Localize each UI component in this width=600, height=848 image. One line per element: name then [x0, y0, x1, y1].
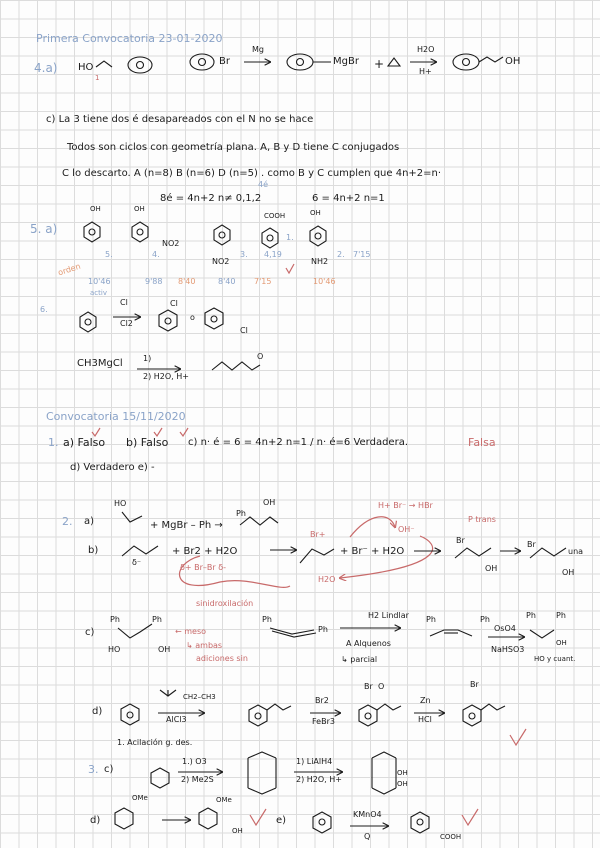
- q2b-dihidrox: sinidroxilación: [196, 599, 254, 608]
- q2b-h2o: H2O: [318, 575, 336, 584]
- q2c-ho: HO: [108, 645, 121, 654]
- q5-oh2: OH: [134, 205, 145, 213]
- q2c-ph4: Ph: [318, 625, 328, 634]
- q3c-oh2: OH: [397, 780, 408, 788]
- q2-label: 2.: [62, 515, 73, 528]
- q2b-br: Br: [456, 536, 465, 545]
- q3c-step4: 2) H2O, H+: [296, 775, 342, 784]
- q2d-reag: CH2–CH3: [183, 693, 216, 701]
- section2-header: Convocatoria 15/11/2020: [46, 410, 186, 423]
- q4a-plus: +: [374, 57, 385, 71]
- q5-label: 5. a): [30, 222, 58, 236]
- q2a-plus: + MgBr – Ph →: [150, 520, 223, 531]
- q5-rank-1: 5.: [105, 250, 113, 259]
- q4a-mgbr: MgBr: [333, 56, 359, 67]
- q3d-ome1: OMe: [132, 794, 148, 802]
- q2c-ph3: Ph: [262, 615, 272, 624]
- q5-rank-3: 3.: [240, 250, 248, 259]
- q2b-label: b): [88, 545, 99, 556]
- q2b-oh-minus: OH⁻: [398, 525, 415, 534]
- q1-b: b) Falso: [126, 436, 169, 449]
- q3-label: 3.: [88, 763, 99, 776]
- q4a-br: Br: [219, 56, 230, 67]
- q5-pka-5: 7'15: [254, 277, 272, 286]
- q6-o: o: [190, 313, 195, 322]
- q2c-ph5: Ph: [426, 615, 436, 624]
- q4a-h: H+: [419, 67, 432, 76]
- q2c-nahso3: NaHSO3: [491, 645, 525, 654]
- q5-no2b: NO2: [212, 257, 230, 266]
- q2c-alquenos: A Alquenos: [346, 639, 391, 648]
- q5-pka-2: 9'88: [145, 277, 163, 286]
- q1-c: c) n· é = 6 = 4n+2 n=1 / n· é=6 Verdadera.: [188, 437, 408, 448]
- q2c-ph7: Ph: [526, 611, 536, 620]
- q2b-ptrans: P trans: [468, 515, 496, 524]
- q2b-delta: δ⁻: [132, 558, 142, 567]
- q6-o-label: O: [257, 352, 264, 361]
- q2c-ho-cuant: HO y cuant.: [534, 655, 576, 663]
- q5-pka-6: 10'46: [313, 277, 336, 286]
- q2d-label: d): [92, 706, 103, 717]
- q2b-br-plus: Br+: [310, 530, 326, 539]
- q5-cooh: COOH: [264, 212, 286, 220]
- q1-a: a) Falso: [63, 436, 106, 449]
- q5-r-2: 7'15: [353, 250, 371, 259]
- q1-falsa: Falsa: [468, 436, 496, 449]
- q3c-step2: 2) Me2S: [181, 775, 214, 784]
- q2d-br3: Br: [364, 682, 373, 691]
- q5-pka-4: 8'40: [218, 277, 236, 286]
- q2c-ph8: Ph: [556, 611, 566, 620]
- q6-step1: 1): [143, 354, 152, 363]
- q6-cl2: Cl2: [120, 319, 133, 328]
- q3c-label: c): [104, 764, 114, 775]
- q3c-step3: 1) LiAlH4: [296, 757, 333, 766]
- q2a-label: a): [84, 516, 95, 527]
- q3d-ome2: OMe: [216, 796, 232, 804]
- q2b-plus2: + Br⁻ + H2O: [340, 546, 405, 557]
- q2d-br2: Br2: [315, 696, 329, 705]
- q3d-oh: OH: [232, 827, 243, 835]
- q2c-meso: ← meso: [175, 627, 207, 636]
- q2c-parcial: ↳ parcial: [341, 655, 378, 664]
- q2c-oh2: OH: [556, 639, 567, 647]
- q4c-line4: 8é = 4n+2 n≠ 0,1,2: [160, 193, 262, 204]
- q4c-line3: C lo descarto. A (n=8) B (n=6) D (n=5) . como B y C cumplen que 4n+2=n·: [62, 168, 442, 179]
- q5-oh3: OH: [310, 209, 321, 217]
- q5-pka-3: 8'40: [178, 277, 196, 286]
- q2c-oh: OH: [158, 645, 171, 654]
- q3d-label: d): [90, 815, 101, 826]
- q4a-label: 4.a): [34, 61, 58, 75]
- q6-cl-reag: Cl: [120, 298, 128, 307]
- q2d-hcl: HCl: [418, 715, 432, 724]
- q6-ch3mgcl: CH3MgCl: [77, 358, 123, 369]
- q3e-kmno4: KMnO4: [353, 810, 382, 819]
- q4a-oh: OH: [505, 56, 521, 67]
- q5-rank-2: 4.: [152, 250, 160, 259]
- q2b-plus: + Br2 + H2O: [172, 546, 238, 557]
- q2b-oh3: OH: [562, 568, 575, 577]
- q2c-h2lindlar: H2 Lindlar: [368, 611, 409, 620]
- q2d-acil: 1. Acilación g. des.: [117, 738, 193, 747]
- q2d-o: O: [378, 682, 385, 691]
- q2c-oso4: OsO4: [494, 624, 516, 633]
- q5-activ: activ: [90, 289, 107, 297]
- q5-pka-1: 10'46: [88, 277, 111, 286]
- q4c-line1: c) La 3 tiene dos é desapareados con el N no se hace: [46, 114, 314, 125]
- q2c-ambas: ↳ ambas: [186, 641, 223, 650]
- q6-label: 6.: [40, 305, 48, 314]
- q4a-one: 1: [95, 74, 100, 82]
- q5-r-1: 4,19: [264, 250, 282, 259]
- q5-orden: orden: [56, 261, 82, 278]
- q2d-febr3: FeBr3: [312, 717, 335, 726]
- q2a-ho: HO: [114, 499, 127, 508]
- q2b-br2: Br: [527, 540, 536, 549]
- q2a-ph: Ph: [236, 509, 246, 518]
- q2a-oh: OH: [263, 498, 276, 507]
- q4a-structures: [96, 54, 503, 73]
- q2d-zn: Zn: [420, 696, 431, 705]
- q2d-alcl3: AlCl3: [166, 715, 187, 724]
- q4a-h2o: H2O: [417, 45, 435, 54]
- q3c-step1: 1.) O3: [182, 757, 207, 766]
- q4c-line4b: 6 = 4n+2 n=1: [312, 193, 385, 204]
- q5-no2a: NO2: [162, 239, 180, 248]
- q1-label: 1.: [48, 436, 59, 449]
- q5-nh2: NH2: [311, 257, 329, 266]
- q2d-br4: Br: [470, 680, 479, 689]
- q5-rank-4: 1.: [286, 233, 294, 242]
- q4c-line2: Todos son ciclos con geometría plana. A, B y D tiene C conjugados: [67, 142, 400, 153]
- q3e-cooh: COOH: [440, 833, 462, 841]
- q3e-label: e): [276, 815, 287, 826]
- q3e-q: Q: [364, 832, 371, 841]
- q2c-ph1: Ph: [110, 615, 120, 624]
- q6-step2: 2) H2O, H+: [143, 372, 189, 381]
- q4a-mg: Mg: [252, 45, 264, 54]
- section1-header: Primera Convocatoria 23-01-2020: [36, 32, 223, 45]
- q4a-ho: HO: [78, 62, 94, 73]
- q3d-structures: [115, 808, 478, 833]
- q6-cl3: Cl: [170, 299, 178, 308]
- q2c-ph6: Ph: [480, 615, 490, 624]
- q2b-oh2: OH: [485, 564, 498, 573]
- q2c-ph2: Ph: [152, 615, 162, 624]
- q6-cl4: Cl: [240, 326, 248, 335]
- q3c-oh1: OH: [397, 769, 408, 777]
- q2b-h-br: H+ Br⁻ → HBr: [378, 501, 433, 510]
- q5-oh1: OH: [90, 205, 101, 213]
- q2b-una: una: [568, 547, 584, 556]
- q1-d: d) Verdadero e) -: [70, 462, 155, 473]
- q2c-label: c): [85, 627, 95, 638]
- q4c-4e: 4é: [258, 180, 269, 189]
- q2c-adiciones: adiciones sin: [196, 654, 248, 663]
- q2b-brbr: δ+ Br–Br δ-: [180, 563, 227, 572]
- q5-rank-5: 2.: [337, 250, 345, 259]
